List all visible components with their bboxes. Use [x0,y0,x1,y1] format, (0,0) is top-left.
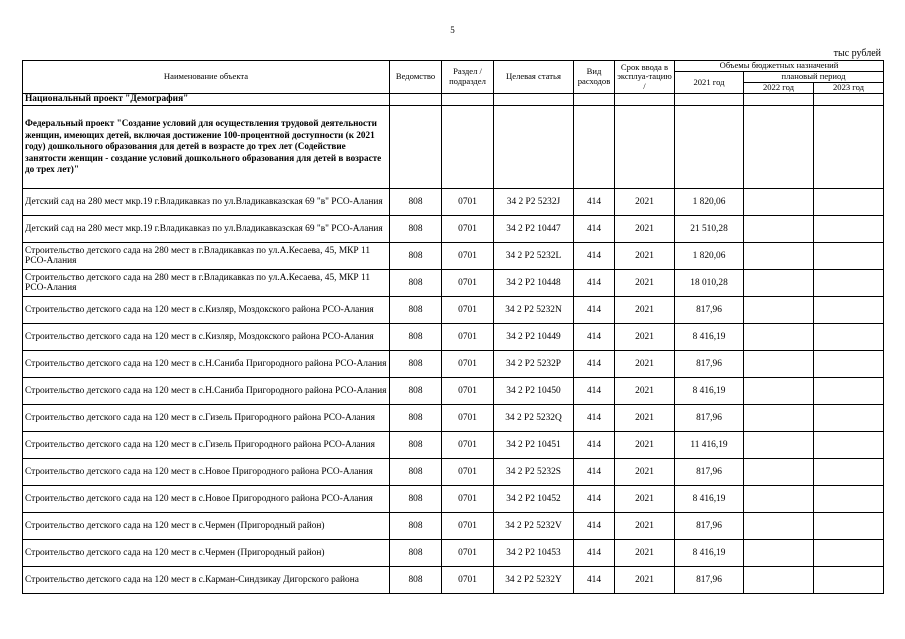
section-cell: 0701 [442,432,494,459]
amount-2021-cell: 1 820,06 [675,189,744,216]
section-cell: 0701 [442,513,494,540]
header-2022: 2022 год [744,83,814,94]
amount-2022-cell [744,270,814,297]
table-row [23,324,884,351]
dept-cell: 808 [390,243,442,270]
amount-2021-cell: 8 416,19 [675,324,744,351]
commission-year-cell: 2021 [615,513,675,540]
empty-cell [574,106,615,189]
amount-2023-cell [814,459,884,486]
commission-year-cell: 2021 [615,540,675,567]
empty-cell [442,106,494,189]
amount-2023-cell [814,405,884,432]
table-row [23,540,884,567]
dept-cell: 808 [390,189,442,216]
table-row [23,351,884,378]
dept-cell: 808 [390,324,442,351]
amount-2023-cell [814,297,884,324]
expense-type-cell: 414 [574,513,615,540]
dept-cell: 808 [390,216,442,243]
empty-cell [615,106,675,189]
target-article-cell: 34 2 P2 10451 [494,432,574,459]
dept-cell: 808 [390,567,442,594]
amount-2022-cell [744,459,814,486]
target-article-cell: 34 2 P2 5232V [494,513,574,540]
amount-2022-cell [744,513,814,540]
object-name-cell: Детский сад на 280 мест мкр.19 г.Владикавказ по ул.Владикавказская 69 "в" РСО-Алания [23,189,390,216]
target-article-cell: 34 2 P2 5232P [494,351,574,378]
amount-2022-cell [744,243,814,270]
table-row [23,486,884,513]
target-article-cell: 34 2 P2 10449 [494,324,574,351]
budget-table [22,60,884,594]
table-row [23,243,884,270]
empty-cell [744,106,814,189]
amount-2023-cell [814,486,884,513]
amount-2021-cell: 817,96 [675,351,744,378]
header-planning-period: плановый период [744,72,884,83]
header-2023: 2023 год [814,83,884,94]
amount-2022-cell [744,540,814,567]
object-name-cell: Строительство детского сада на 120 мест в с.Гизель Пригородного района РСО-Алания [23,405,390,432]
expense-type-cell: 414 [574,243,615,270]
target-article-cell: 34 2 P2 10452 [494,486,574,513]
table-row [23,378,884,405]
table-row [23,432,884,459]
amount-2022-cell [744,432,814,459]
empty-cell [744,94,814,106]
object-name-cell: Строительство детского сада на 120 мест в с.Чермен (Пригородный район) [23,513,390,540]
expense-type-cell: 414 [574,459,615,486]
object-name-cell: Строительство детского сада на 120 мест в с.Новое Пригородного района РСО-Алания [23,459,390,486]
amount-2023-cell [814,432,884,459]
commission-year-cell: 2021 [615,270,675,297]
federal-project-title: Федеральный проект "Создание условий для осуществления трудовой деятельности женщин, имеющих детей, включая достижение 100-процентной доступности (к 2021 году) дошкольного образования для детей в возрасте до трех лет (Содействие занятости женщин - создание условий дошкольного образования для детей в возрасте до трех лет)" [23,106,390,189]
expense-type-cell: 414 [574,351,615,378]
amount-2021-cell: 8 416,19 [675,378,744,405]
expense-type-cell: 414 [574,486,615,513]
expense-type-cell: 414 [574,405,615,432]
empty-cell [574,94,615,106]
table-row [23,459,884,486]
amount-2021-cell: 18 010,28 [675,270,744,297]
section-cell: 0701 [442,270,494,297]
section-cell: 0701 [442,567,494,594]
amount-2021-cell: 817,96 [675,297,744,324]
amount-2022-cell [744,378,814,405]
expense-type-cell: 414 [574,324,615,351]
target-article-cell: 34 2 P2 10453 [494,540,574,567]
amount-2021-cell: 817,96 [675,513,744,540]
commission-year-cell: 2021 [615,459,675,486]
header-name: Наименование объекта [23,61,390,94]
commission-year-cell: 2021 [615,243,675,270]
dept-cell: 808 [390,378,442,405]
amount-2021-cell: 817,96 [675,567,744,594]
page-number: 5 [450,25,455,35]
commission-year-cell: 2021 [615,324,675,351]
commission-year-cell: 2021 [615,567,675,594]
section-cell: 0701 [442,351,494,378]
section-cell: 0701 [442,297,494,324]
amount-2022-cell [744,297,814,324]
object-name-cell: Строительство детского сада на 120 мест в с.Карман-Синдзикау Дигорского района [23,567,390,594]
object-name-cell: Строительство детского сада на 120 мест в с.Кизляр, Моздокского района РСО-Алания [23,297,390,324]
expense-type-cell: 414 [574,378,615,405]
expense-type-cell: 414 [574,567,615,594]
target-article-cell: 34 2 P2 5232N [494,297,574,324]
object-name-cell: Строительство детского сада на 120 мест в с.Кизляр, Моздокского района РСО-Алания [23,324,390,351]
empty-cell [675,94,744,106]
amount-2021-cell: 8 416,19 [675,540,744,567]
section-cell: 0701 [442,405,494,432]
expense-type-cell: 414 [574,270,615,297]
expense-type-cell: 414 [574,540,615,567]
commission-year-cell: 2021 [615,486,675,513]
dept-cell: 808 [390,513,442,540]
dept-cell: 808 [390,432,442,459]
dept-cell: 808 [390,405,442,432]
commission-year-cell: 2021 [615,351,675,378]
header-commission: Срок ввода в эксплуа-тацию / [615,61,675,94]
amount-2021-cell: 1 820,06 [675,243,744,270]
commission-year-cell: 2021 [615,405,675,432]
target-article-cell: 34 2 P2 5232Y [494,567,574,594]
empty-cell [814,94,884,106]
amount-2022-cell [744,189,814,216]
amount-2022-cell [744,405,814,432]
dept-cell: 808 [390,486,442,513]
section-cell: 0701 [442,324,494,351]
commission-year-cell: 2021 [615,297,675,324]
amount-2023-cell [814,378,884,405]
commission-year-cell: 2021 [615,189,675,216]
amount-2021-cell: 817,96 [675,405,744,432]
amount-2022-cell [744,324,814,351]
table-row [23,567,884,594]
dept-cell: 808 [390,459,442,486]
header-expense-type: Вид расходов [574,61,615,94]
header-dept: Ведомство [390,61,442,94]
table-row [23,270,884,297]
header-target: Целевая статья [494,61,574,94]
national-project-title: Национальный проект "Демография" [23,94,390,106]
table-body [23,94,884,594]
object-name-cell: Детский сад на 280 мест мкр.19 г.Владикавказ по ул.Владикавказская 69 "в" РСО-Алания [23,216,390,243]
amount-2022-cell [744,216,814,243]
section-cell: 0701 [442,189,494,216]
object-name-cell: Строительство детского сада на 280 мест в г.Владикавказ по ул.А.Кесаева, 45, МКР 11 РСО-Алания [23,270,390,297]
amount-2021-cell: 21 510,28 [675,216,744,243]
amount-2023-cell [814,189,884,216]
amount-2023-cell [814,351,884,378]
table-row [23,513,884,540]
empty-cell [390,106,442,189]
section-cell: 0701 [442,486,494,513]
header-2021: 2021 год [675,72,744,94]
amount-2023-cell [814,270,884,297]
expense-type-cell: 414 [574,189,615,216]
table-header [23,61,884,94]
expense-type-cell: 414 [574,216,615,243]
table-row [23,189,884,216]
table-row [23,216,884,243]
amount-2022-cell [744,486,814,513]
amount-2023-cell [814,216,884,243]
target-article-cell: 34 2 P2 5232S [494,459,574,486]
amount-2022-cell [744,567,814,594]
commission-year-cell: 2021 [615,378,675,405]
dept-cell: 808 [390,351,442,378]
amount-2023-cell [814,567,884,594]
amount-2023-cell [814,324,884,351]
table-row [23,297,884,324]
amount-2021-cell: 11 416,19 [675,432,744,459]
header-budget-group: Объемы бюджетных назначений [675,61,884,72]
empty-cell [615,94,675,106]
section-cell: 0701 [442,243,494,270]
commission-year-cell: 2021 [615,216,675,243]
commission-year-cell: 2021 [615,432,675,459]
header-section: Раздел / подраздел [442,61,494,94]
amount-2023-cell [814,513,884,540]
units-label: тыс рублей [833,48,881,59]
section-cell: 0701 [442,540,494,567]
object-name-cell: Строительство детского сада на 120 мест в с.Новое Пригородного района РСО-Алания [23,486,390,513]
expense-type-cell: 414 [574,432,615,459]
object-name-cell: Строительство детского сада на 120 мест в с.Чермен (Пригородный район) [23,540,390,567]
table-row [23,405,884,432]
dept-cell: 808 [390,540,442,567]
target-article-cell: 34 2 P2 10447 [494,216,574,243]
target-article-cell: 34 2 P2 10450 [494,378,574,405]
national-project-row [23,94,884,106]
expense-type-cell: 414 [574,297,615,324]
target-article-cell: 34 2 P2 5232L [494,243,574,270]
target-article-cell: 34 2 P2 5232Q [494,405,574,432]
amount-2021-cell: 817,96 [675,459,744,486]
section-cell: 0701 [442,378,494,405]
object-name-cell: Строительство детского сада на 280 мест в г.Владикавказ по ул.А.Кесаева, 45, МКР 11 РСО-Алания [23,243,390,270]
amount-2023-cell [814,243,884,270]
empty-cell [675,106,744,189]
object-name-cell: Строительство детского сада на 120 мест в с.Н.Саниба Пригородного района РСО-Алания [23,378,390,405]
empty-cell [494,94,574,106]
amount-2021-cell: 8 416,19 [675,486,744,513]
empty-cell [442,94,494,106]
target-article-cell: 34 2 P2 10448 [494,270,574,297]
dept-cell: 808 [390,270,442,297]
section-cell: 0701 [442,216,494,243]
amount-2023-cell [814,540,884,567]
target-article-cell: 34 2 P2 5232J [494,189,574,216]
object-name-cell: Строительство детского сада на 120 мест в с.Н.Саниба Пригородного района РСО-Алания [23,351,390,378]
federal-project-row [23,106,884,189]
dept-cell: 808 [390,297,442,324]
object-name-cell: Строительство детского сада на 120 мест в с.Гизель Пригородного района РСО-Алания [23,432,390,459]
empty-cell [814,106,884,189]
amount-2022-cell [744,351,814,378]
empty-cell [494,106,574,189]
section-cell: 0701 [442,459,494,486]
empty-cell [390,94,442,106]
